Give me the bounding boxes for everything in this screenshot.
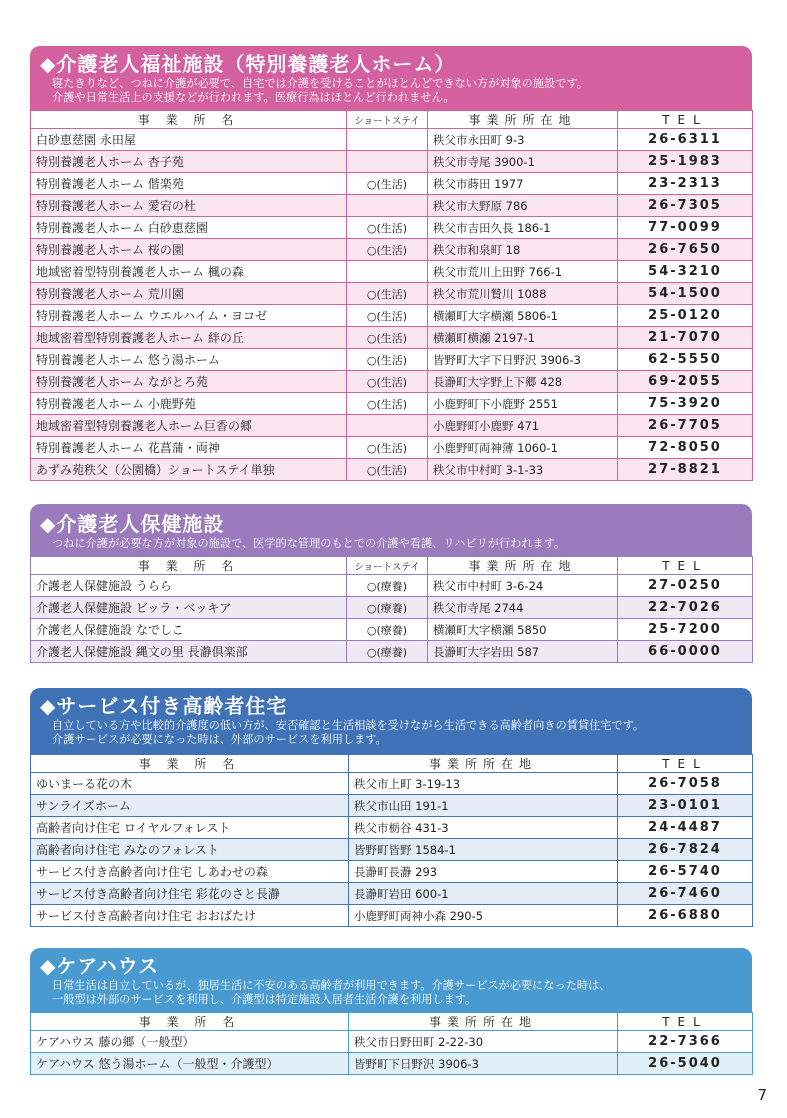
table-row (31, 283, 753, 305)
address-cell: 秩父市中村町 3-6-24 (428, 575, 618, 597)
table-row (31, 905, 753, 927)
column-header: 事業所所在地 (428, 111, 618, 129)
short-stay-cell: ○(療養) (347, 641, 428, 663)
tel-cell: 26-6880 (618, 905, 753, 927)
address-cell: 秩父市和泉町 18 (428, 239, 618, 261)
section-description: 日常生活は自立しているが、独居生活に不安のある高齢者が利用できます。介護サービスが必要になった時は、 (52, 979, 611, 992)
section-header (30, 46, 752, 110)
short-stay-cell: ○(生活) (347, 327, 428, 349)
table-row (31, 883, 753, 905)
tel-cell: 75-3920 (618, 393, 753, 415)
table-row (31, 327, 753, 349)
address-cell: 皆野町大字下日野沢 3906-3 (428, 349, 618, 371)
facility-name-cell: 介護老人保健施設 ビッラ・ベッキア (31, 597, 347, 619)
address-cell: 小鹿野町下小鹿野 2551 (428, 393, 618, 415)
short-stay-cell: ○(生活) (347, 459, 428, 481)
tel-cell: 24-4487 (618, 817, 753, 839)
section-description: 寝たきりなど、つねに介護が必要で、自宅では介護を受けることがほとんどできない方が対象の施設です。 (52, 77, 588, 90)
section-description: 介護や日常生活上の支援などが行われます。医療行為はほとんど行われません。 (52, 91, 455, 104)
tel-cell: 26-7460 (618, 883, 753, 905)
tel-cell: 21-7070 (618, 327, 753, 349)
table-row (31, 151, 753, 173)
table-row (31, 575, 753, 597)
tel-cell: 25-1983 (618, 151, 753, 173)
facility-name-cell: 特別養護老人ホーム 荒川園 (31, 283, 347, 305)
facility-name-cell: 高齢者向け住宅 みなのフォレスト (31, 839, 349, 861)
table-row (31, 861, 753, 883)
table-row (31, 371, 753, 393)
address-cell: 秩父市山田 191-1 (349, 795, 618, 817)
section-header (30, 948, 752, 1012)
facility-name-cell: 白砂恵慈園 永田屋 (31, 129, 347, 151)
facility-name-cell: 介護老人保健施設 なでしこ (31, 619, 347, 641)
tel-cell: 22-7026 (618, 597, 753, 619)
short-stay-cell (347, 129, 428, 151)
address-cell: 秩父市荒川上田野 766-1 (428, 261, 618, 283)
table-row (31, 597, 753, 619)
tel-cell: 26-7824 (618, 839, 753, 861)
section-description: 一般型は外部のサービスを利用し、介護型は特定施設入居者生活介護を利用します。 (52, 993, 477, 1006)
facility-name-cell: 特別養護老人ホーム 悠う湯ホーム (31, 349, 347, 371)
tel-cell: 26-7305 (618, 195, 753, 217)
facility-name-cell: 特別養護老人ホーム ながとろ苑 (31, 371, 347, 393)
tel-cell: 27-8821 (618, 459, 753, 481)
short-stay-cell: ○(生活) (347, 173, 428, 195)
table-row (31, 261, 753, 283)
address-cell: 秩父市寺尾 3900-1 (428, 151, 618, 173)
section-description: 介護サービスが必要になった時は、外部のサービスを利用します。 (52, 733, 387, 746)
column-header: 事 業 所 名 (31, 557, 347, 575)
section-title: ◆サービス付き高齢者住宅 (40, 694, 288, 718)
facility-name-cell: 特別養護老人ホーム 愛宕の杜 (31, 195, 347, 217)
section-header (30, 504, 752, 556)
table-row (31, 195, 753, 217)
tel-cell: 26-7058 (618, 773, 753, 795)
facility-name-cell: ゆいまーる花の木 (31, 773, 349, 795)
table-row (31, 619, 753, 641)
column-header: 事業所所在地 (349, 1013, 618, 1031)
column-header: TEL (618, 111, 753, 129)
tel-cell: 26-5740 (618, 861, 753, 883)
tel-cell: 62-5550 (618, 349, 753, 371)
short-stay-cell (347, 195, 428, 217)
address-cell: 皆野町下日野沢 3906-3 (349, 1053, 618, 1075)
tel-cell: 22-7366 (618, 1031, 753, 1053)
tel-cell: 26-6311 (618, 129, 753, 151)
facility-name-cell: あずみ苑秩父（公園橋）ショートステイ単独 (31, 459, 347, 481)
address-cell: 秩父市大野原 786 (428, 195, 618, 217)
column-header: 事 業 所 名 (31, 111, 347, 129)
address-cell: 横瀬町大字横瀬 5806-1 (428, 305, 618, 327)
table-row (31, 773, 753, 795)
address-cell: 秩父市上町 3-19-13 (349, 773, 618, 795)
short-stay-cell: ○(療養) (347, 619, 428, 641)
short-stay-cell: ○(生活) (347, 393, 428, 415)
facility-name-cell: 特別養護老人ホーム 桜の園 (31, 239, 347, 261)
address-cell: 小鹿野町両神小森 290-5 (349, 905, 618, 927)
facility-name-cell: 高齢者向け住宅 ロイヤルフォレスト (31, 817, 349, 839)
table-row (31, 129, 753, 151)
section-header (30, 688, 752, 754)
table-row (31, 217, 753, 239)
table-header-row (31, 1013, 753, 1031)
section-health-facility (30, 504, 752, 663)
tel-cell: 69-2055 (618, 371, 753, 393)
short-stay-cell: ○(生活) (347, 371, 428, 393)
facility-table (30, 556, 753, 663)
address-cell: 秩父市永田町 9-3 (428, 129, 618, 151)
table-row (31, 1031, 753, 1053)
facility-name-cell: 特別養護老人ホーム 花菖蒲・両神 (31, 437, 347, 459)
table-row (31, 437, 753, 459)
table-row (31, 415, 753, 437)
tel-cell: 26-5040 (618, 1053, 753, 1075)
section-nursing-welfare (30, 46, 752, 481)
table-row (31, 393, 753, 415)
column-header: 事業所所在地 (349, 755, 618, 773)
column-header: 事 業 所 名 (31, 1013, 349, 1031)
table-row (31, 641, 753, 663)
table-header-row (31, 755, 753, 773)
facility-name-cell: ケアハウス 藤の郷（一般型） (31, 1031, 349, 1053)
column-header: 事 業 所 名 (31, 755, 349, 773)
table-row (31, 305, 753, 327)
address-cell: 小鹿野町小鹿野 471 (428, 415, 618, 437)
short-stay-cell: ○(療養) (347, 597, 428, 619)
tel-cell: 25-7200 (618, 619, 753, 641)
short-stay-cell: ○(生活) (347, 217, 428, 239)
page-number: 7 (757, 1086, 767, 1104)
section-care-house (30, 948, 752, 1075)
facility-name-cell: ケアハウス 悠う湯ホーム（一般型・介護型） (31, 1053, 349, 1075)
tel-cell: 23-0101 (618, 795, 753, 817)
tel-cell: 54-1500 (618, 283, 753, 305)
tel-cell: 72-8050 (618, 437, 753, 459)
column-header: 事業所所在地 (428, 557, 618, 575)
address-cell: 秩父市吉田久長 186-1 (428, 217, 618, 239)
column-header: TEL (618, 557, 753, 575)
address-cell: 横瀬町大字横瀬 5850 (428, 619, 618, 641)
section-title: ◆介護老人福祉施設（特別養護老人ホーム） (40, 52, 456, 76)
facility-name-cell: サービス付き高齢者向け住宅 しあわせの森 (31, 861, 349, 883)
section-description: つねに介護が必要な方が対象の施設で、医学的な管理のもとでの介護や看護、リハビリが行われます。 (52, 537, 566, 550)
column-header: ショートステイ (347, 557, 428, 575)
short-stay-cell: ○(生活) (347, 305, 428, 327)
short-stay-cell: ○(生活) (347, 349, 428, 371)
section-description: 自立している方や比較的介護度の低い方が、安否確認と生活相談を受けながら生活できる高齢者向きの賃貸住宅です。 (52, 719, 645, 732)
facility-table (30, 1012, 753, 1075)
short-stay-cell (347, 151, 428, 173)
tel-cell: 27-0250 (618, 575, 753, 597)
table-row (31, 795, 753, 817)
facility-name-cell: サンライズホーム (31, 795, 349, 817)
address-cell: 秩父市寺尾 2744 (428, 597, 618, 619)
tel-cell: 23-2313 (618, 173, 753, 195)
address-cell: 横瀬町横瀬 2197-1 (428, 327, 618, 349)
tel-cell: 26-7705 (618, 415, 753, 437)
short-stay-cell: ○(療養) (347, 575, 428, 597)
address-cell: 秩父市日野田町 2-22-30 (349, 1031, 618, 1053)
facility-name-cell: 介護老人保健施設 縄文の里 長瀞倶楽部 (31, 641, 347, 663)
column-header: ショートステイ (347, 111, 428, 129)
tel-cell: 25-0120 (618, 305, 753, 327)
table-row (31, 239, 753, 261)
address-cell: 秩父市荒川贄川 1088 (428, 283, 618, 305)
short-stay-cell: ○(生活) (347, 437, 428, 459)
facility-name-cell: 地域密着型特別養護老人ホーム 絆の丘 (31, 327, 347, 349)
table-row (31, 459, 753, 481)
facility-name-cell: サービス付き高齢者向け住宅 おおばたけ (31, 905, 349, 927)
address-cell: 皆野町皆野 1584-1 (349, 839, 618, 861)
facility-name-cell: 特別養護老人ホーム 小鹿野苑 (31, 393, 347, 415)
section-title: ◆介護老人保健施設 (40, 512, 225, 536)
address-cell: 小鹿野町両神薄 1060-1 (428, 437, 618, 459)
tel-cell: 77-0099 (618, 217, 753, 239)
tel-cell: 26-7650 (618, 239, 753, 261)
table-row (31, 839, 753, 861)
facility-name-cell: 地域密着型特別養護老人ホーム巨香の郷 (31, 415, 347, 437)
facility-name-cell: 特別養護老人ホーム ウエルハイム・ヨコゼ (31, 305, 347, 327)
facility-name-cell: 特別養護老人ホーム 白砂恵慈園 (31, 217, 347, 239)
tel-cell: 66-0000 (618, 641, 753, 663)
table-header-row (31, 111, 753, 129)
short-stay-cell (347, 415, 428, 437)
facility-name-cell: サービス付き高齢者向け住宅 彩花のさと長瀞 (31, 883, 349, 905)
table-row (31, 817, 753, 839)
table-row (31, 349, 753, 371)
tel-cell: 54-3210 (618, 261, 753, 283)
table-header-row (31, 557, 753, 575)
address-cell: 長瀞町大字野上下郷 428 (428, 371, 618, 393)
short-stay-cell (347, 261, 428, 283)
table-row (31, 173, 753, 195)
address-cell: 長瀞町長瀞 293 (349, 861, 618, 883)
address-cell: 秩父市栃谷 431-3 (349, 817, 618, 839)
short-stay-cell: ○(生活) (347, 283, 428, 305)
facility-name-cell: 特別養護老人ホーム 杏子苑 (31, 151, 347, 173)
column-header: TEL (618, 1013, 753, 1031)
short-stay-cell: ○(生活) (347, 239, 428, 261)
facility-table (30, 110, 753, 481)
section-title: ◆ケアハウス (40, 954, 160, 978)
address-cell: 長瀞町大字岩田 587 (428, 641, 618, 663)
facility-table (30, 754, 753, 927)
address-cell: 秩父市蒔田 1977 (428, 173, 618, 195)
facility-name-cell: 地域密着型特別養護老人ホーム 楓の森 (31, 261, 347, 283)
column-header: TEL (618, 755, 753, 773)
section-elderly-housing (30, 688, 752, 927)
address-cell: 秩父市中村町 3-1-33 (428, 459, 618, 481)
facility-name-cell: 介護老人保健施設 うらら (31, 575, 347, 597)
table-row (31, 1053, 753, 1075)
facility-name-cell: 特別養護老人ホーム 偕楽苑 (31, 173, 347, 195)
address-cell: 長瀞町岩田 600-1 (349, 883, 618, 905)
